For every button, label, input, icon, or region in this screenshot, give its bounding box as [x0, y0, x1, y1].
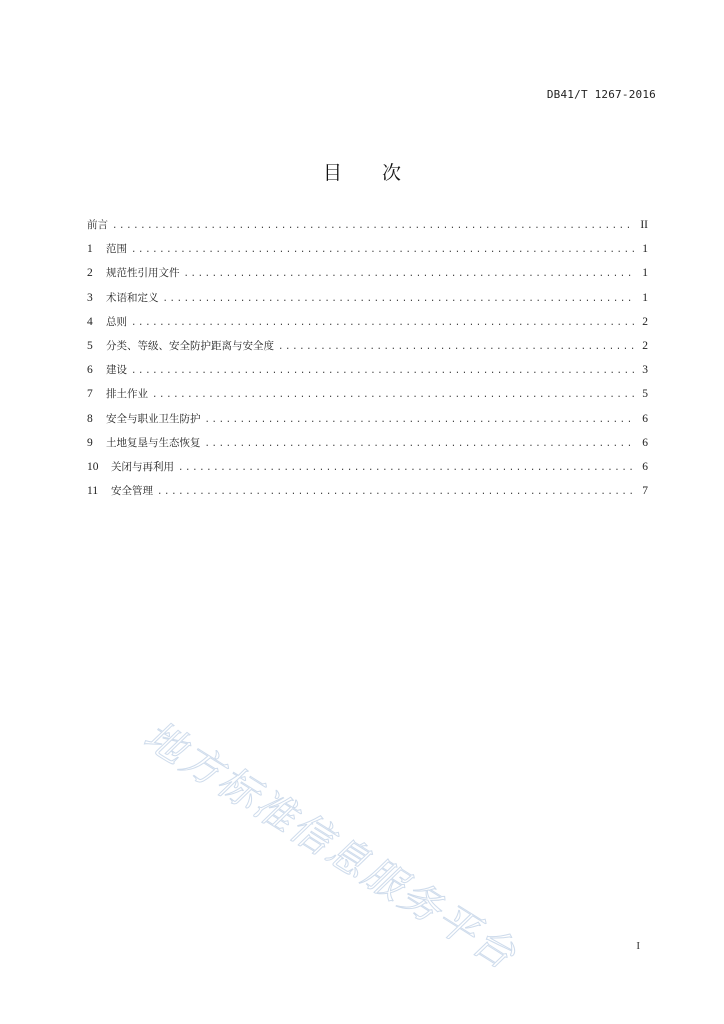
toc-leader-dots: [157, 487, 634, 497]
toc-leader-dots: [184, 269, 635, 279]
toc-leader-dots: [112, 221, 634, 231]
toc-entry-number: 11: [87, 485, 99, 498]
toc-entry-number: 8: [87, 412, 93, 425]
toc-entry-8[interactable]: [87, 411, 648, 435]
toc-entry-foreword[interactable]: [87, 217, 648, 241]
toc-entry-number: 9: [87, 436, 93, 449]
watermark-text: 地方标准信息服务平台: [135, 712, 525, 980]
toc-entry-page: 2: [642, 315, 648, 328]
toc-entry-label: 排土作业: [106, 388, 148, 401]
toc-entry-10[interactable]: [87, 459, 648, 483]
toc-entry-page: 6: [642, 436, 648, 449]
toc-entry-number: 2: [87, 267, 93, 280]
toc-leader-dots: [278, 342, 634, 352]
toc-entry-label: 前言: [87, 219, 108, 231]
toc-entry-page: II: [640, 219, 648, 231]
toc-entry-page: 6: [642, 412, 648, 425]
document-code: DB41/T 1267-2016: [546, 88, 656, 101]
toc-entry-5[interactable]: [87, 338, 648, 362]
toc-entry-page: 1: [642, 267, 648, 280]
toc-entry-label: 范围: [106, 243, 127, 256]
toc-entry-page: 2: [642, 339, 648, 352]
toc-entry-3[interactable]: [87, 290, 648, 314]
toc-entry-7[interactable]: [87, 386, 648, 410]
toc-entry-number: 10: [87, 460, 99, 473]
toc-title-first-char: 目: [322, 162, 342, 184]
toc-entry-page: 5: [642, 388, 648, 401]
toc-leader-dots: [178, 463, 634, 473]
toc-title: [0, 158, 724, 185]
toc-leader-dots: [152, 390, 634, 400]
toc-entry-4[interactable]: [87, 314, 648, 338]
toc-entry-9[interactable]: [87, 435, 648, 459]
toc-entry-number: 4: [87, 315, 93, 328]
toc-entry-label: 分类、等级、安全防护距离与安全度: [106, 339, 274, 352]
toc-entry-label: 土地复垦与生态恢复: [106, 436, 201, 449]
toc-entry-6[interactable]: [87, 362, 648, 386]
toc-entry-page: 6: [642, 460, 648, 473]
toc-entry-label: 总则: [106, 315, 127, 328]
toc-entry-2[interactable]: [87, 265, 648, 289]
toc-entry-number: 1: [87, 243, 93, 256]
toc-leader-dots: [131, 245, 634, 255]
toc-entry-label: 安全管理: [111, 485, 153, 498]
toc-entry-1[interactable]: [87, 241, 648, 265]
toc-leader-dots: [163, 294, 635, 304]
toc-entry-page: 7: [642, 485, 648, 498]
table-of-contents: [87, 217, 648, 507]
toc-leader-dots: [205, 439, 635, 449]
toc-entry-label: 安全与职业卫生防护: [106, 412, 201, 425]
toc-leader-dots: [131, 366, 634, 376]
toc-leader-dots: [131, 318, 634, 328]
toc-entry-label: 规范性引用文件: [106, 267, 180, 280]
toc-entry-number: 6: [87, 364, 93, 377]
toc-entry-number: 7: [87, 388, 93, 401]
page-number: I: [636, 940, 640, 952]
toc-entry-page: 1: [642, 291, 648, 304]
toc-entry-label: 建设: [106, 364, 127, 377]
toc-entry-label: 关闭与再利用: [111, 460, 174, 473]
toc-leader-dots: [205, 415, 635, 425]
toc-entry-page: 1: [642, 243, 648, 256]
toc-title-second-char: 次: [382, 162, 402, 184]
toc-entry-11[interactable]: [87, 483, 648, 507]
toc-entry-page: 3: [642, 364, 648, 377]
toc-entry-label: 术语和定义: [106, 291, 159, 304]
toc-entry-number: 3: [87, 291, 93, 304]
toc-entry-number: 5: [87, 339, 93, 352]
